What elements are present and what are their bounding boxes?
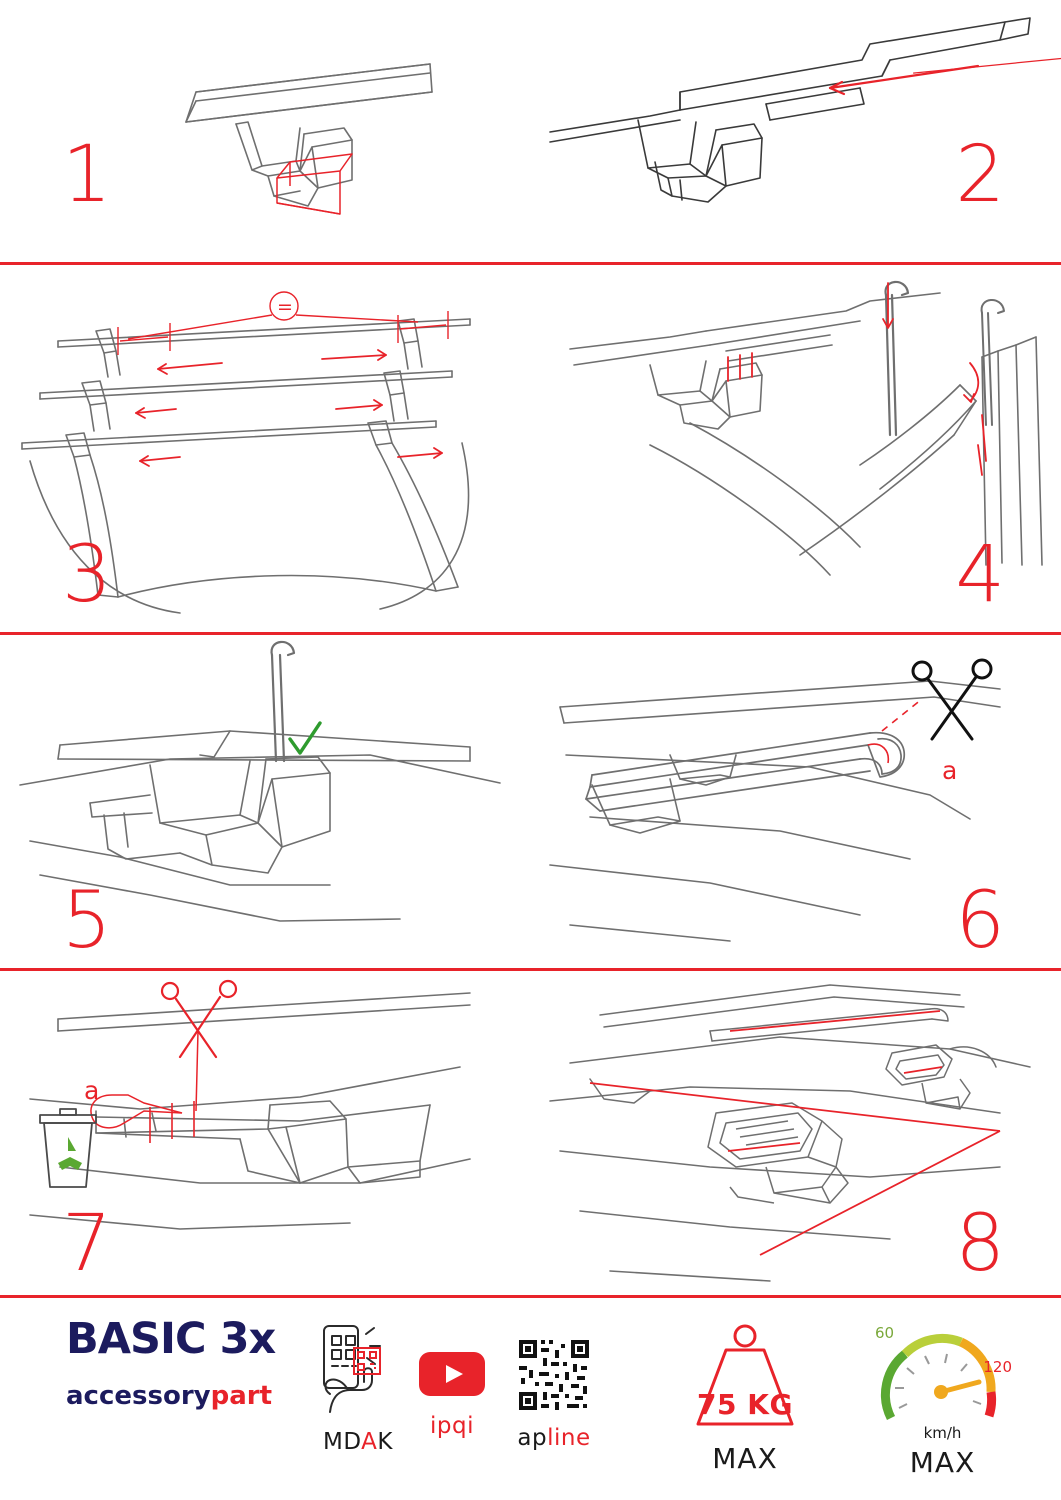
max-speed-block [855,1316,1030,1479]
step-row-4 [0,971,1061,1295]
speed-tick-120: 120 [983,1358,1012,1376]
step-5-number: 5 [62,876,110,966]
max-weight-value: 75 KG [697,1388,793,1421]
mdak-part1: MD [323,1429,362,1455]
mdak-part3: K [377,1429,393,1455]
step-panel-6 [530,635,1061,968]
step-8-number: 8 [955,1199,1003,1289]
step-row-1 [0,0,1061,262]
logo-mdak[interactable] [310,1320,406,1455]
logo-mdak-caption [310,1429,406,1455]
step-row-3 [0,635,1061,968]
step-2-number: 2 [955,130,1003,220]
logo-apline[interactable] [496,1338,612,1451]
brand-sub-second: part [210,1381,273,1411]
mdak-part2: A [361,1429,378,1455]
brand-sub-first: accessory [66,1381,211,1411]
logo-strip [310,1320,610,1480]
step-row-2 [0,265,1061,632]
qr-code-icon [517,1338,591,1412]
brand-title [66,1314,276,1364]
step-panel-3 [0,265,530,632]
max-speed-label: MAX [909,1446,976,1479]
step-panel-2 [530,0,1061,262]
speed-unit: km/h [923,1424,962,1442]
brand-title-count: 3x [219,1314,276,1364]
label-a-step-6: a [942,756,958,785]
step-7-number: 7 [62,1199,110,1289]
footer-bar [0,1298,1061,1500]
step-panel-5 [0,635,530,968]
logo-apline-caption [496,1425,612,1451]
step-1-number: 1 [62,130,110,220]
max-weight-block [660,1320,830,1475]
svg-text:=: = [277,296,293,318]
max-weight-label: MAX [712,1442,778,1475]
step-panel-7 [0,971,530,1295]
step-6-number: 6 [955,876,1003,966]
brand-title-main: BASIC [66,1314,206,1364]
youtube-icon [415,1346,489,1400]
qr-scan-hand-icon [310,1320,406,1416]
step-panel-1 [0,0,530,262]
brand-block [66,1314,276,1411]
step-panel-4 [530,265,1061,632]
speed-tick-60: 60 [875,1324,895,1342]
label-a-step-7: a [84,1076,100,1105]
step-3-number: 3 [62,530,110,620]
brand-subtitle [66,1383,276,1409]
step-panel-8 [530,971,1061,1295]
step-4-number: 4 [955,530,1003,620]
apline-part1: ap [517,1425,548,1451]
logo-ipqi-caption: ipqi [430,1413,474,1439]
logo-ipqi[interactable] [406,1346,498,1439]
apline-part2: line [547,1425,591,1451]
